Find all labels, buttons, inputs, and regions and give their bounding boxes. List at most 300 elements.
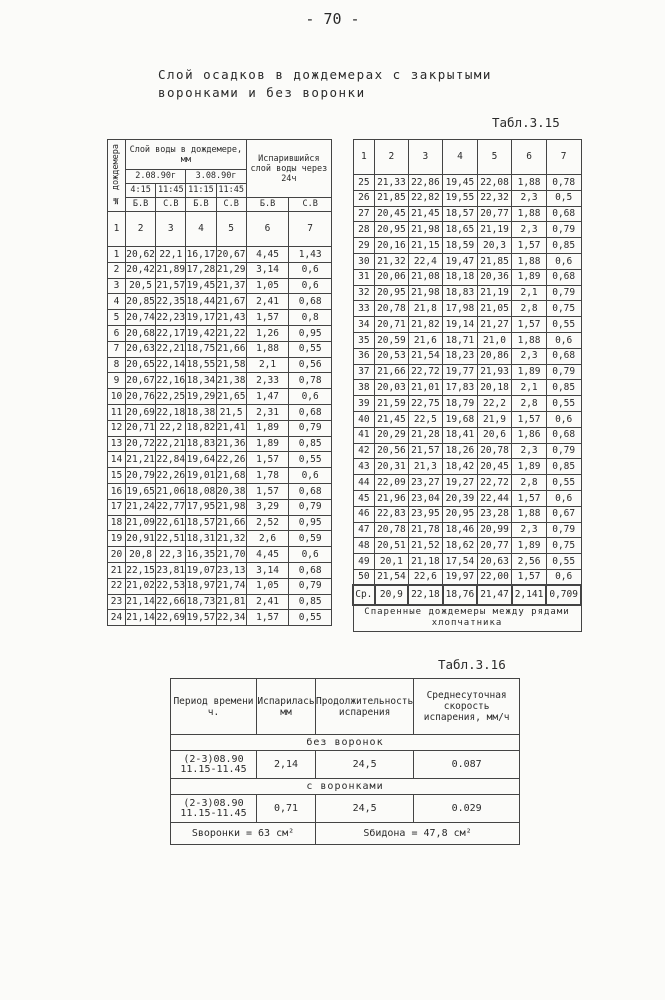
table-cell: 20,91 (126, 531, 156, 547)
table-row (108, 325, 332, 341)
table-cell: 2,3 (512, 443, 547, 459)
table-cell: 38 (353, 380, 375, 396)
table-cell: 0,85 (546, 459, 581, 475)
table-cell: 19,14 (443, 317, 478, 333)
table-cell: 21,8 (408, 301, 443, 317)
column-number: 3 (408, 140, 443, 175)
header-gauge-number: № дождемера (108, 140, 126, 212)
table-cell: 30 (353, 253, 375, 269)
table-cell: 39 (353, 396, 375, 412)
table-cell: 18,08 (186, 483, 216, 499)
table-cell: 21,67 (216, 294, 246, 310)
table-row (353, 317, 581, 333)
table-row (108, 294, 332, 310)
table-cell: 2,31 (246, 404, 289, 420)
table-cell: 22,82 (408, 190, 443, 206)
table-cell: 21,02 (126, 578, 156, 594)
table-cell: 0,6 (546, 490, 581, 506)
table-cell: 1,57 (246, 610, 289, 626)
table-row (108, 515, 332, 531)
table-3-15-right (352, 139, 582, 632)
average-cell: 0,709 (546, 585, 581, 605)
title-line-2: воронками и без воронки (158, 85, 366, 100)
table-cell: 22,32 (477, 190, 512, 206)
table-cell: 22,53 (156, 578, 186, 594)
average-cell: 22,18 (408, 585, 443, 605)
table-cell: 1,88 (512, 175, 547, 191)
table-cell: 0,55 (546, 396, 581, 412)
table-cell: 0,75 (546, 301, 581, 317)
table-cell: 1,57 (512, 569, 547, 585)
table-cell: 22,21 (156, 436, 186, 452)
table-cell: 42 (353, 443, 375, 459)
table-cell: 0,6 (546, 253, 581, 269)
average-cell: 20,9 (375, 585, 408, 605)
table-cell: 2,3 (512, 190, 547, 206)
header-time-2a: 11:15 (186, 184, 216, 198)
table-row (108, 357, 332, 373)
table-cell: 17,83 (443, 380, 478, 396)
table-cell: 0,95 (289, 515, 332, 531)
table-cell: 20,53 (375, 348, 408, 364)
table-row (353, 190, 581, 206)
header-evaporated: Испарившийся слой воды через 24ч (246, 140, 331, 198)
table-cell: 1,88 (512, 253, 547, 269)
table-cell: 18,83 (186, 436, 216, 452)
table-cell: 21,37 (216, 278, 246, 294)
table-cell: 21,65 (216, 389, 246, 405)
table-cell: 20,16 (375, 238, 408, 254)
table-cell: 1,57 (512, 317, 547, 333)
table-cell: 2,33 (246, 373, 289, 389)
table-cell: 21,66 (216, 341, 246, 357)
table-row (353, 380, 581, 396)
table-cell: 1,88 (512, 506, 547, 522)
table-cell: 19,97 (443, 569, 478, 585)
page-number: - 70 - (305, 10, 360, 28)
table-cell: 22,3 (156, 547, 186, 563)
table-cell: 21,33 (375, 175, 408, 191)
table-cell: 21,54 (408, 348, 443, 364)
table-cell: 0,68 (546, 348, 581, 364)
table-cell: 17,28 (186, 262, 216, 278)
table-cell: 36 (353, 348, 375, 364)
table-cell: 22,44 (477, 490, 512, 506)
table-row (108, 594, 332, 610)
table-row (108, 247, 332, 263)
table-cell: 1,57 (512, 490, 547, 506)
table-cell: 20,62 (126, 247, 156, 263)
table-cell: 33 (353, 301, 375, 317)
table-cell: 21,08 (408, 269, 443, 285)
t16-header-rate: Среднесуточная скорость испарения, мм/ч (414, 679, 520, 735)
table-row (353, 475, 581, 491)
table-cell: 20,56 (375, 443, 408, 459)
table-cell: 1,86 (512, 427, 547, 443)
table-cell: 20,6 (477, 427, 512, 443)
column-number: 1 (108, 212, 126, 247)
table-cell: 18,82 (186, 420, 216, 436)
table-cell: 21,36 (216, 436, 246, 452)
table-row (353, 206, 581, 222)
table-cell: 2,8 (512, 475, 547, 491)
table-cell: 20,63 (126, 341, 156, 357)
average-row (353, 585, 581, 605)
table-cell: 21,52 (408, 538, 443, 554)
table-cell: 48 (353, 538, 375, 554)
table-cell: 21,66 (375, 364, 408, 380)
table-row (353, 396, 581, 412)
table-cell: 0,6 (289, 468, 332, 484)
table-row (353, 443, 581, 459)
table-cell: 23,95 (408, 506, 443, 522)
table-cell: 20,38 (216, 483, 246, 499)
table-cell: 19,68 (443, 411, 478, 427)
table-title (158, 66, 492, 102)
table-cell: 1,89 (512, 364, 547, 380)
table-row (108, 483, 332, 499)
average-cell: 2,141 (512, 585, 547, 605)
table-cell: 19,01 (186, 468, 216, 484)
table-cell: 23,13 (216, 562, 246, 578)
table-cell: 21,54 (375, 569, 408, 585)
table-cell: 0,78 (546, 175, 581, 191)
table-cell: 1,57 (512, 411, 547, 427)
table-cell: 18,26 (443, 443, 478, 459)
table-cell: 2,3 (512, 348, 547, 364)
table-cell: 26 (353, 190, 375, 206)
table-row (108, 341, 332, 357)
table-cell: 20,45 (477, 459, 512, 475)
table-cell: 21,66 (216, 515, 246, 531)
table-cell: 18,38 (186, 404, 216, 420)
table-cell: 18 (108, 515, 126, 531)
table-cell: 17,98 (443, 301, 478, 317)
subheader-cell: С.В (156, 198, 186, 212)
table-cell: 2,1 (512, 380, 547, 396)
table-cell: 1,43 (289, 247, 332, 263)
table-cell: 21,15 (408, 238, 443, 254)
table-cell: 22,2 (477, 396, 512, 412)
table-cell: 22,16 (156, 373, 186, 389)
table-cell: 3,14 (246, 562, 289, 578)
table-cell: 21,28 (408, 427, 443, 443)
table-3-15-left (107, 139, 332, 626)
table-cell: 20,03 (375, 380, 408, 396)
table-cell: 1,57 (246, 483, 289, 499)
table-cell: 4,45 (246, 547, 289, 563)
column-number: 2 (126, 212, 156, 247)
table-cell: 2,52 (246, 515, 289, 531)
table-cell: 21,19 (477, 285, 512, 301)
table-cell: 1,89 (246, 420, 289, 436)
table-row (353, 348, 581, 364)
table-cell: 18,42 (443, 459, 478, 475)
table-cell: 21,57 (156, 278, 186, 294)
table-cell: 19,29 (186, 389, 216, 405)
table-cell: 23 (108, 594, 126, 610)
table-cell: 35 (353, 332, 375, 348)
table-cell: 3 (108, 278, 126, 294)
table-cell: 0,79 (546, 222, 581, 238)
table-cell: 22,5 (408, 411, 443, 427)
table-cell: 19,57 (186, 610, 216, 626)
table-cell: 21,9 (477, 411, 512, 427)
table-cell: 3,29 (246, 499, 289, 515)
column-number: 7 (289, 212, 332, 247)
table-cell: 0,6 (289, 547, 332, 563)
table-cell: 0,68 (289, 404, 332, 420)
table-cell: 0,78 (289, 373, 332, 389)
table-cell: 13 (108, 436, 126, 452)
table-cell: 19,47 (443, 253, 478, 269)
table-cell: 2,1 (246, 357, 289, 373)
table-cell: 20,67 (126, 373, 156, 389)
table-cell: 23,81 (156, 562, 186, 578)
table-cell: 21,05 (477, 301, 512, 317)
table-cell: 20,95 (375, 222, 408, 238)
subheader-cell: Б.В (126, 198, 156, 212)
table-cell: 22,66 (156, 594, 186, 610)
table-cell: 0,6 (546, 569, 581, 585)
table-cell: 21,19 (477, 222, 512, 238)
table-row (353, 238, 581, 254)
table-cell: 43 (353, 459, 375, 475)
table-cell: 21,96 (375, 490, 408, 506)
table-cell: 18,75 (186, 341, 216, 357)
table-cell: 0,67 (546, 506, 581, 522)
table-cell: 22,18 (156, 404, 186, 420)
table-cell: 0,85 (289, 594, 332, 610)
table-cell: 0,75 (546, 538, 581, 554)
table-row (108, 547, 332, 563)
t16-section-without-funnels: без воронок (171, 735, 520, 751)
table-cell: 0,6 (546, 332, 581, 348)
table-cell: 20,51 (375, 538, 408, 554)
table-cell: 1,89 (512, 459, 547, 475)
table-cell: 20,65 (126, 357, 156, 373)
table-cell: 21,82 (408, 317, 443, 333)
table-cell: 21,5 (216, 404, 246, 420)
table-cell: 4,45 (246, 247, 289, 263)
table-cell: 2,41 (246, 594, 289, 610)
table-cell: 2,56 (512, 554, 547, 570)
table-cell: 20,18 (477, 380, 512, 396)
table-cell: 1,89 (512, 269, 547, 285)
table-cell: 1,88 (512, 206, 547, 222)
table-cell: 17,95 (186, 499, 216, 515)
table-cell: 20,79 (126, 468, 156, 484)
table-cell: 2,8 (512, 396, 547, 412)
table-row (108, 562, 332, 578)
table-cell: 18,44 (186, 294, 216, 310)
table-cell: 0,85 (289, 436, 332, 452)
table-cell: 16,35 (186, 547, 216, 563)
table-3-16 (170, 678, 520, 845)
table-row (353, 301, 581, 317)
table-cell: 20,78 (477, 443, 512, 459)
table-cell: 21,81 (216, 594, 246, 610)
table-cell: 16,17 (186, 247, 216, 263)
table-cell: 0,6 (289, 278, 332, 294)
table-cell: 1,78 (246, 468, 289, 484)
table-cell: 22,61 (156, 515, 186, 531)
table-row (353, 364, 581, 380)
table-cell: 21,98 (408, 222, 443, 238)
table-cell: 0,6 (289, 389, 332, 405)
table-cell: 21,43 (216, 310, 246, 326)
table-cell: 1,05 (246, 578, 289, 594)
table-cell: 2,3 (512, 222, 547, 238)
table-cell: 18,65 (443, 222, 478, 238)
table-cell: 0,56 (289, 357, 332, 373)
table-cell: 18,23 (443, 348, 478, 364)
table-cell: 22,2 (156, 420, 186, 436)
table-cell: 20,36 (477, 269, 512, 285)
t16-row1-rate: 0.087 (414, 751, 520, 779)
table-cell: 21,45 (375, 411, 408, 427)
t16-header-period: Период времени ч. (171, 679, 257, 735)
table-cell: 19,64 (186, 452, 216, 468)
table-cell: 0,5 (546, 190, 581, 206)
table-cell: 16 (108, 483, 126, 499)
table-cell: 19,45 (186, 278, 216, 294)
column-number: 7 (546, 140, 581, 175)
table-cell: 22,00 (477, 569, 512, 585)
table-cell: 18,55 (186, 357, 216, 373)
table-cell: 25 (353, 175, 375, 191)
table-row (108, 389, 332, 405)
header-time-1a: 4:15 (126, 184, 156, 198)
subheader-cell: С.В (216, 198, 246, 212)
table-cell: 0,79 (546, 443, 581, 459)
table-cell: 21,58 (216, 357, 246, 373)
table-cell: 21 (108, 562, 126, 578)
subheader-cell: Б.В (246, 198, 289, 212)
table-row (353, 538, 581, 554)
table-cell: 20,76 (126, 389, 156, 405)
table-cell: 20,39 (443, 490, 478, 506)
table-cell: 22,21 (156, 341, 186, 357)
table-cell: 21,06 (156, 483, 186, 499)
table-cell: 21,21 (126, 452, 156, 468)
table-cell: 1,89 (512, 538, 547, 554)
table-cell: 20,74 (126, 310, 156, 326)
table-cell: 44 (353, 475, 375, 491)
table-row (353, 411, 581, 427)
table-cell: 0,55 (546, 554, 581, 570)
table-cell: 1,57 (512, 238, 547, 254)
table-row (353, 332, 581, 348)
table-cell: 21,22 (216, 325, 246, 341)
table-cell: 20,8 (126, 547, 156, 563)
table-cell: 0,85 (546, 238, 581, 254)
table-cell: 22,15 (126, 562, 156, 578)
table-cell: 23,28 (477, 506, 512, 522)
table-cell: 22,08 (477, 175, 512, 191)
table-cell: 19,07 (186, 562, 216, 578)
table-cell: 21,98 (408, 285, 443, 301)
table-cell: 21,14 (126, 594, 156, 610)
table-cell: 21,01 (408, 380, 443, 396)
table-cell: 20,45 (375, 206, 408, 222)
table-cell: 18,18 (443, 269, 478, 285)
table-cell: 20,31 (375, 459, 408, 475)
column-number: 1 (353, 140, 375, 175)
table-cell: 1,89 (246, 436, 289, 452)
table-cell: 28 (353, 222, 375, 238)
table-cell: 20,77 (477, 206, 512, 222)
table-cell: 21,45 (408, 206, 443, 222)
table-cell: 19,55 (443, 190, 478, 206)
table-cell: 20,29 (375, 427, 408, 443)
table-cell: 20,42 (126, 262, 156, 278)
table-cell: 2,3 (512, 522, 547, 538)
table-cell: 20,95 (443, 506, 478, 522)
table-row (353, 427, 581, 443)
table-cell: 18,97 (186, 578, 216, 594)
table-cell: 22,17 (156, 325, 186, 341)
table-cell: 21,70 (216, 547, 246, 563)
table-cell: 0,79 (289, 499, 332, 515)
table-cell: 22,86 (408, 175, 443, 191)
subheader-cell: Б.В (186, 198, 216, 212)
table-cell: 50 (353, 569, 375, 585)
table-cell: 19 (108, 531, 126, 547)
column-number: 4 (443, 140, 478, 175)
table-cell: 21,59 (375, 396, 408, 412)
table-cell: 21,6 (408, 332, 443, 348)
table-cell: 27 (353, 206, 375, 222)
table-cell: 22,26 (216, 452, 246, 468)
table-cell: 21,74 (216, 578, 246, 594)
table-cell: 5 (108, 310, 126, 326)
table-cell: 0,55 (289, 610, 332, 626)
table-row (353, 285, 581, 301)
table-cell: 22,72 (408, 364, 443, 380)
table-row (108, 436, 332, 452)
table-cell: 21,3 (408, 459, 443, 475)
table-row (353, 253, 581, 269)
table-cell: 18,41 (443, 427, 478, 443)
table-cell: 0,6 (546, 411, 581, 427)
t16-footer-funnel-area: Sворонки = 63 см² (171, 823, 316, 845)
table-cell: 2,41 (246, 294, 289, 310)
table-cell: 0,95 (289, 325, 332, 341)
table-cell: 0,68 (546, 427, 581, 443)
table-row (108, 531, 332, 547)
table-cell: 20,06 (375, 269, 408, 285)
header-time-1b: 11:45 (156, 184, 186, 198)
header-date-1: 2.08.90г (126, 170, 186, 184)
t16-row2-period: (2-3)08.90 11.15-11.45 (171, 795, 257, 823)
table-cell: 20,3 (477, 238, 512, 254)
table-row (108, 262, 332, 278)
column-number: 5 (216, 212, 246, 247)
table-cell: 20,78 (375, 301, 408, 317)
table-cell: 20,86 (477, 348, 512, 364)
table-cell: 2,8 (512, 301, 547, 317)
t16-footer-can-area: Sбидона = 47,8 см² (316, 823, 520, 845)
table-cell: 22,34 (216, 610, 246, 626)
table-cell: 22,75 (408, 396, 443, 412)
table-cell: 21,27 (477, 317, 512, 333)
table-cell: 23,04 (408, 490, 443, 506)
table-cell: 1 (108, 247, 126, 263)
table-row (353, 554, 581, 570)
table-cell: 19,77 (443, 364, 478, 380)
table-row (353, 569, 581, 585)
